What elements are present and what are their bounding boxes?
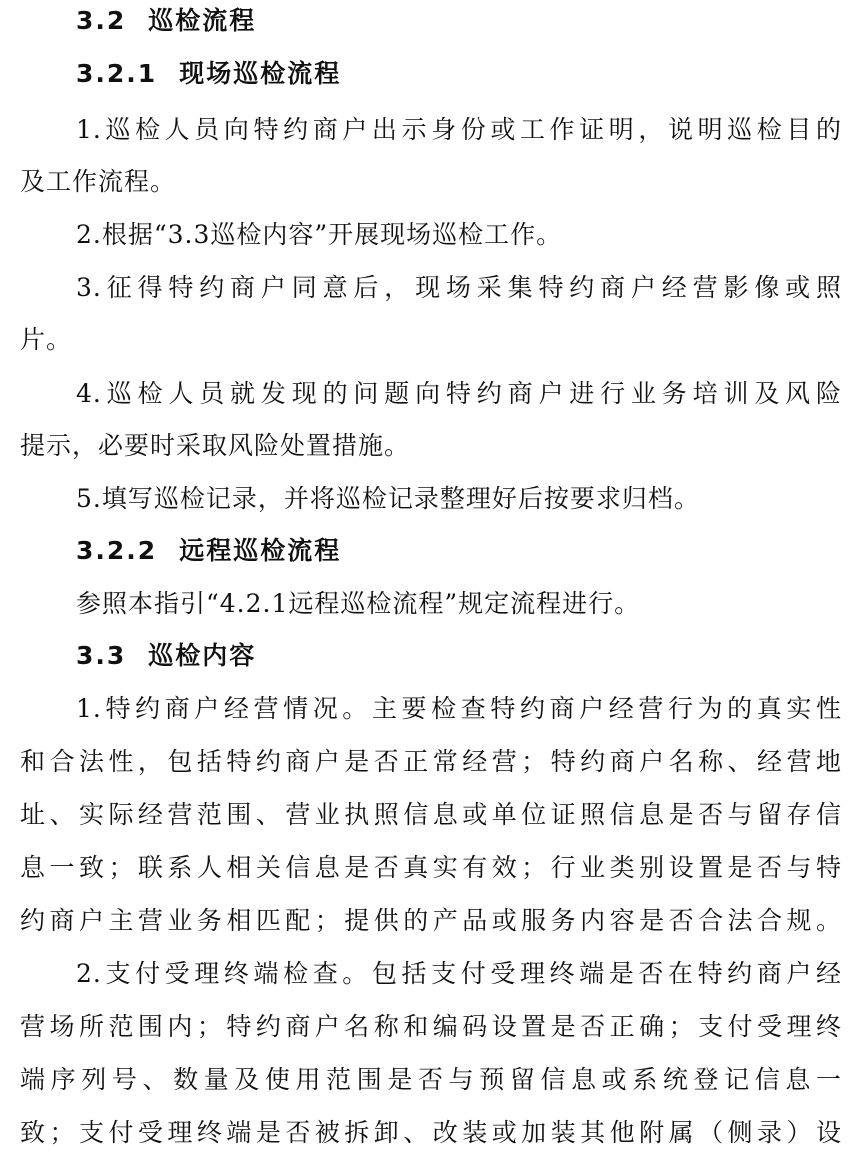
- paragraph-line: 及工作流程。: [20, 167, 177, 196]
- paragraph-line: 址、实际经营范围、营业执照信息或单位证照信息是否与留存信: [20, 800, 842, 829]
- paragraph-line: 息一致；联系人相关信息是否真实有效；行业类别设置是否与特: [20, 853, 842, 882]
- paragraph-line: 5.填写巡检记录，并将巡检记录整理好后按要求归档。: [76, 484, 700, 513]
- section-heading-3-2-2: [76, 534, 842, 568]
- section-title: 远程巡检流程: [179, 536, 342, 565]
- paragraph-line: 片。: [20, 325, 73, 354]
- paragraph-line: 1.巡检人员向特约商户出示身份或工作证明，说明巡检目的: [76, 115, 842, 144]
- section-number: 3.2.2: [76, 536, 158, 565]
- section-number: 3.2: [76, 6, 127, 35]
- section-heading-3-2: [76, 4, 842, 38]
- paragraph-line: 3.征得特约商户同意后，现场采集特约商户经营影像或照: [76, 273, 842, 302]
- section-number: 3.3: [76, 641, 127, 670]
- section-title: 现场巡检流程: [179, 59, 342, 88]
- paragraph-line: 2.支付受理终端检查。包括支付受理终端是否在特约商户经: [76, 959, 842, 988]
- section-title: 巡检内容: [148, 641, 257, 670]
- paragraph-line: 端序列号、数量及使用范围是否与预留信息或系统登记信息一: [20, 1065, 842, 1094]
- paragraph-line: 2.根据“3.3巡检内容”开展现场巡检工作。: [76, 220, 563, 249]
- paragraph-line: 致；支付受理终端是否被拆卸、改装或加装其他附属（侧录）设: [20, 1118, 842, 1147]
- paragraph-line: 提示，必要时采取风险处置措施。: [20, 431, 411, 460]
- paragraph-line: 约商户主营业务相匹配；提供的产品或服务内容是否合法合规。: [20, 906, 842, 935]
- paragraph-line: 营场所范围内；特约商户名称和编码设置是否正确；支付受理终: [20, 1012, 842, 1041]
- paragraph-line: 参照本指引“4.2.1远程巡检流程”规定流程进行。: [76, 589, 641, 618]
- section-number: 3.2.1: [76, 59, 158, 88]
- paragraph-line: 4.巡检人员就发现的问题向特约商户进行业务培训及风险: [76, 379, 842, 408]
- paragraph-line: 1.特约商户经营情况。主要检查特约商户经营行为的真实性: [76, 694, 842, 723]
- section-title: 巡检流程: [148, 6, 257, 35]
- section-heading-3-2-1: [76, 57, 842, 91]
- section-heading-3-3: [76, 639, 842, 673]
- paragraph-line: 和合法性，包括特约商户是否正常经营；特约商户名称、经营地: [20, 747, 842, 776]
